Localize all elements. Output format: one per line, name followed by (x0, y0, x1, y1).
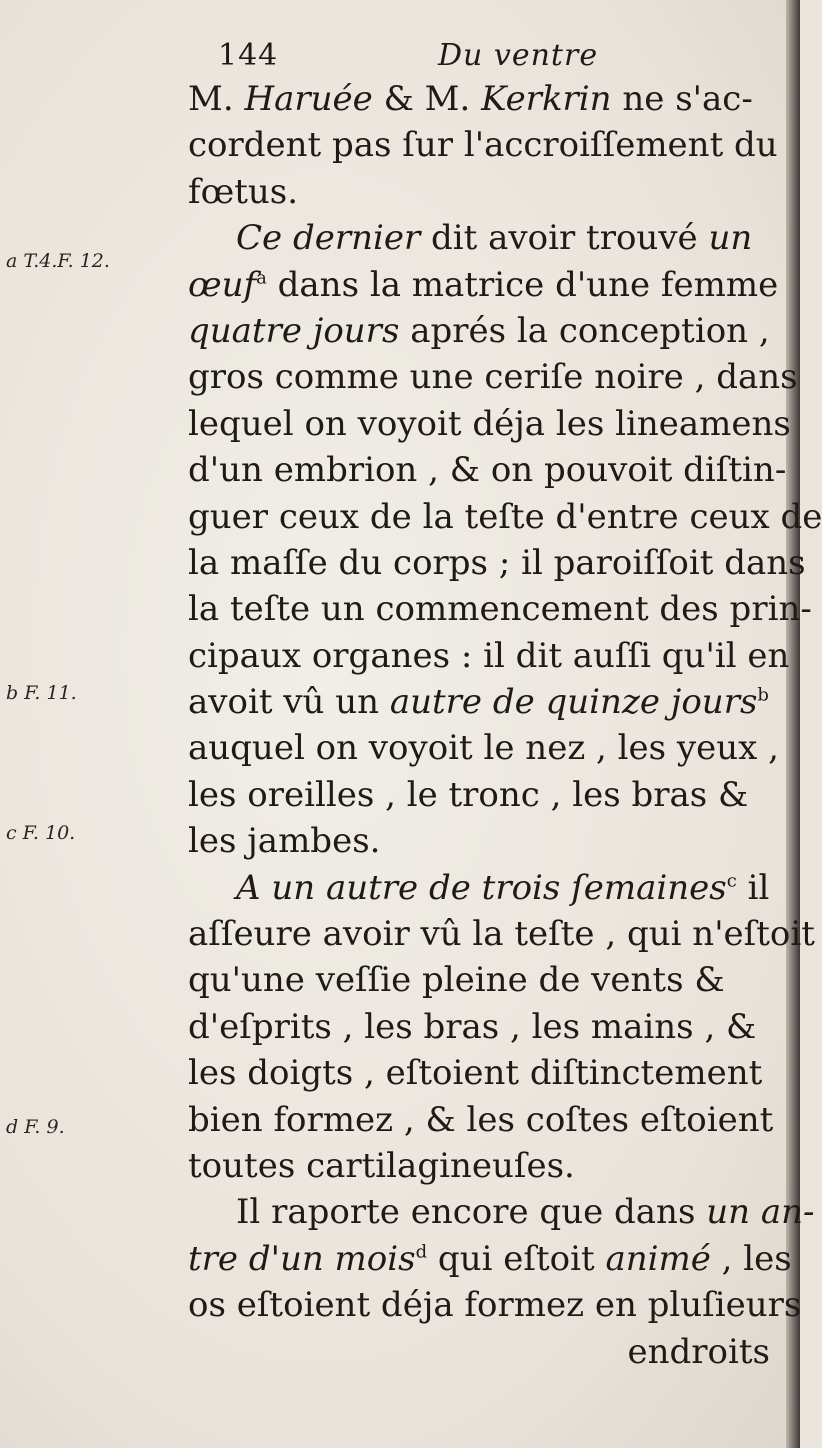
running-head: Du ventre (438, 38, 599, 73)
text-line (188, 957, 770, 1003)
text-segment: la teſte un commencement des prin- (188, 589, 812, 630)
text-segment: les oreilles , le tronc , les bras & (188, 774, 749, 815)
text-line (188, 772, 770, 818)
page-number: 144 (218, 38, 279, 73)
text-segment: dans la matrice d'une femme (266, 264, 779, 305)
italic-phrase: œuf (188, 264, 257, 305)
text-line (188, 1236, 792, 1282)
text-line (188, 1004, 770, 1050)
text-line (188, 401, 791, 447)
text-line (188, 911, 815, 957)
text-segment: , les (710, 1238, 792, 1279)
text-segment: qui eſtoit (427, 1238, 606, 1279)
text-segment: la maſſe du corps ; il paroiſſoit dans (188, 542, 806, 583)
text-segment: aſſeure avoir vû la teſte , qui n'eſtoit (188, 914, 815, 955)
text-line (188, 1050, 770, 1096)
italic-phrase: Ce dernier (236, 218, 421, 259)
italic-phrase: animé (605, 1238, 711, 1279)
margin-note-b: b F. 11. (6, 682, 77, 704)
text-segment: les jambes. (188, 821, 381, 862)
text-line (188, 354, 798, 400)
margin-note-a: a T.4.F. 12. (6, 250, 110, 272)
footnote-marker: c (726, 870, 737, 892)
italic-phrase: tre d'un mois (188, 1238, 416, 1279)
italic-phrase: A un autre de trois ſemaines (236, 867, 727, 908)
text-line (188, 818, 770, 864)
text-segment: d'eſprits , les bras , les mains , & (188, 1006, 757, 1047)
text-segment: cipaux organes : il dit auſſi qu'il en (188, 635, 790, 676)
italic-phrase: quatre jours (188, 310, 400, 351)
text-segment: fœtus. (188, 171, 299, 212)
text-line (188, 586, 812, 632)
text-line (188, 494, 822, 540)
text-segment: & M. (372, 79, 482, 119)
text-segment: Il raporte encore que dans (236, 1192, 707, 1233)
italic-phrase: un an- (706, 1192, 815, 1233)
italic-phrase: autre de quinze jours (389, 682, 758, 723)
text-line (188, 1189, 815, 1235)
text-segment: gros comme une ceriſe noire , dans (188, 357, 798, 398)
catchword: endroits (627, 1331, 770, 1372)
text-segment: d'un embrion , & on pouvoit diſtin- (188, 450, 787, 491)
footnote-marker: d (415, 1241, 428, 1263)
author-name: Haruée (244, 79, 373, 119)
margin-note-d: d F. 9. (6, 1116, 65, 1138)
text-line (188, 1097, 774, 1143)
text-line (188, 215, 770, 261)
text-segment: cordent pas ſur l'accroiſſement du (188, 125, 778, 166)
catchword-line (188, 1329, 770, 1375)
text-line (188, 169, 770, 215)
text-segment: qu'une veſſie pleine de vents & (188, 960, 725, 1001)
text-line (188, 447, 787, 493)
text-line (188, 1143, 770, 1189)
text-line (188, 679, 770, 725)
italic-phrase: un (708, 218, 753, 259)
text-segment: lequel on voyoit déja les lineamens (188, 403, 791, 444)
text-segment: il (736, 867, 770, 908)
text-line (188, 540, 806, 586)
text-segment: toutes cartilagineuſes. (188, 1145, 575, 1186)
text-line (188, 865, 770, 911)
footnote-marker: b (757, 684, 769, 706)
text-line (188, 633, 790, 679)
margin-note-c: c F. 10. (6, 822, 76, 844)
text-segment: ne s'ac- (611, 79, 753, 119)
text-segment: les doigts , eſtoient diſtinctement (188, 1053, 763, 1094)
text-line (188, 76, 770, 122)
text-line (188, 122, 778, 168)
text-segment: aprés la conception , (399, 310, 770, 351)
author-name: Kerkrin (481, 79, 612, 119)
text-line (188, 308, 770, 354)
text-line (188, 1282, 802, 1328)
text-segment: auquel on voyoit le nez , les yeux , (188, 728, 779, 769)
text-segment: M. (188, 79, 245, 119)
footnote-marker: a (256, 267, 267, 289)
text-segment: bien formez , & les coſtes eſtoient (188, 1099, 774, 1140)
text-line (188, 725, 779, 771)
text-segment: os eſtoient déja formez en pluſieurs (188, 1285, 802, 1326)
text-segment: guer ceux de la teſte d'entre ceux de (188, 496, 822, 537)
text-segment: dit avoir trouvé (420, 218, 709, 259)
body-text (188, 76, 822, 1375)
text-segment: avoit vû un (188, 682, 390, 723)
text-line (188, 262, 779, 308)
